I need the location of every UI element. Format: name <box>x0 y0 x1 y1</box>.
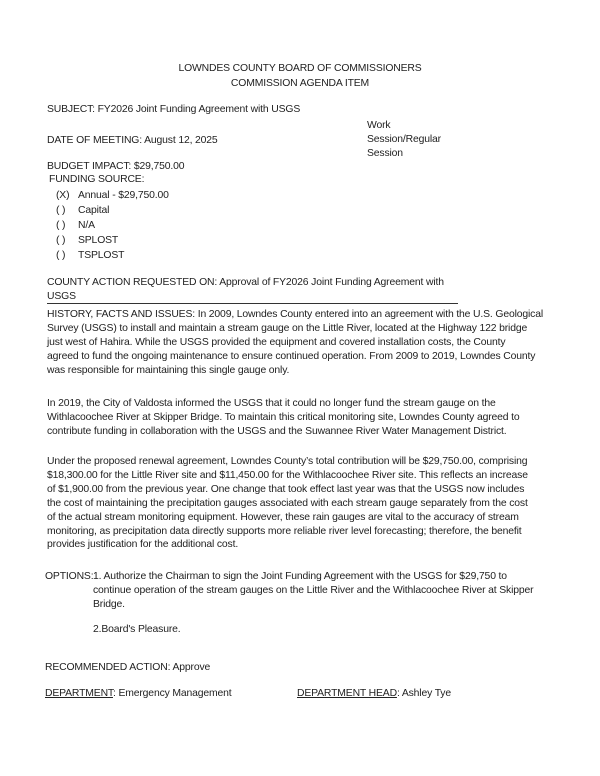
recommended-action: RECOMMENDED ACTION: Approve <box>45 662 211 673</box>
department-head-label: DEPARTMENT HEAD <box>297 688 397 699</box>
department <box>45 687 232 701</box>
department-value: : Emergency Management <box>112 688 232 699</box>
option-1-line3: Bridge. <box>93 599 125 610</box>
section-divider <box>47 303 458 304</box>
funding-option-label: TSPLOST <box>78 250 125 261</box>
header-line2: COMMISSION AGENDA ITEM <box>230 78 370 89</box>
funding-option-label: Capital <box>78 205 110 216</box>
option-2: 2.Board's Pleasure. <box>93 624 181 635</box>
funding-option-label: SPLOST <box>78 235 119 246</box>
history-paragraph-2: In 2019, the City of Valdosta informed the USGS that it could no longer fund the stream gauge on the Withlacoochee River at Skipper Bridge. To maintain this critical monitoring site, Lowndes County agreed to contribute funding in collaboration with the USGS and the Suwannee River Water Management District. <box>47 398 520 437</box>
header-line1: LOWNDES COUNTY BOARD OF COMMISSIONERS <box>178 63 422 74</box>
checkbox-marker: ( ) <box>56 220 66 231</box>
checkbox-marker: ( ) <box>56 205 66 216</box>
budget-impact: BUDGET IMPACT: $29,750.00 <box>47 161 185 172</box>
checkbox-marker: (X) <box>56 190 70 201</box>
option-1-line2: continue operation of the stream gauges on the Little River and the Withlacoochee River at Skipper <box>93 585 534 596</box>
date-of-meeting: DATE OF MEETING: August 12, 2025 <box>47 135 218 146</box>
department-head-value: : Ashley Tye <box>396 688 451 699</box>
options-label: OPTIONS: <box>45 571 94 582</box>
option-1-line1: 1. Authorize the Chairman to sign the Joint Funding Agreement with the USGS for $29,750 to <box>93 571 507 582</box>
funding-option-label: N/A <box>78 220 95 231</box>
subject: SUBJECT: FY2026 Joint Funding Agreement with USGS <box>47 104 301 115</box>
checkbox-marker: ( ) <box>56 235 66 246</box>
funding-source-label: FUNDING SOURCE: <box>49 174 145 185</box>
department-label: DEPARTMENT <box>45 688 113 699</box>
funding-option-label: Annual - $29,750.00 <box>78 190 169 201</box>
department-head <box>297 687 451 701</box>
history-paragraph-1: HISTORY, FACTS AND ISSUES: In 2009, Lowndes County entered into an agreement with the U.S. Geological Survey (USGS) to install and maintain a stream gauge on the Little River, located at the Highway 122 bridge just west of Hahira. While the USGS provided the equipment and covered installation costs, the County agreed to fund the ongoing maintenance to ensure continued operation. From 2009 to 2019, Lowndes County was responsible for maintaining this single gauge only. <box>47 309 543 376</box>
checkbox-marker: ( ) <box>56 250 66 261</box>
history-paragraph-3: Under the proposed renewal agreement, Lowndes County’s total contribution will be $29,750.00, comprising $18,300.00 for the Little River site and $11,450.00 for the Withlacoochee River site. This reflects an increase of $1,900.00 from the previous year. One change that took effect last year was that the USGS now includes the cost of maintaining the precipitation gauges associated with each stream gauge separately from the cost of the actual stream monitoring equipment. However, these rain gauges are vital to the accuracy of stream monitoring, as precipitation data directly supports more reliable river level forecasting; therefore, the benefit provides justification for the additional cost. <box>47 456 528 551</box>
